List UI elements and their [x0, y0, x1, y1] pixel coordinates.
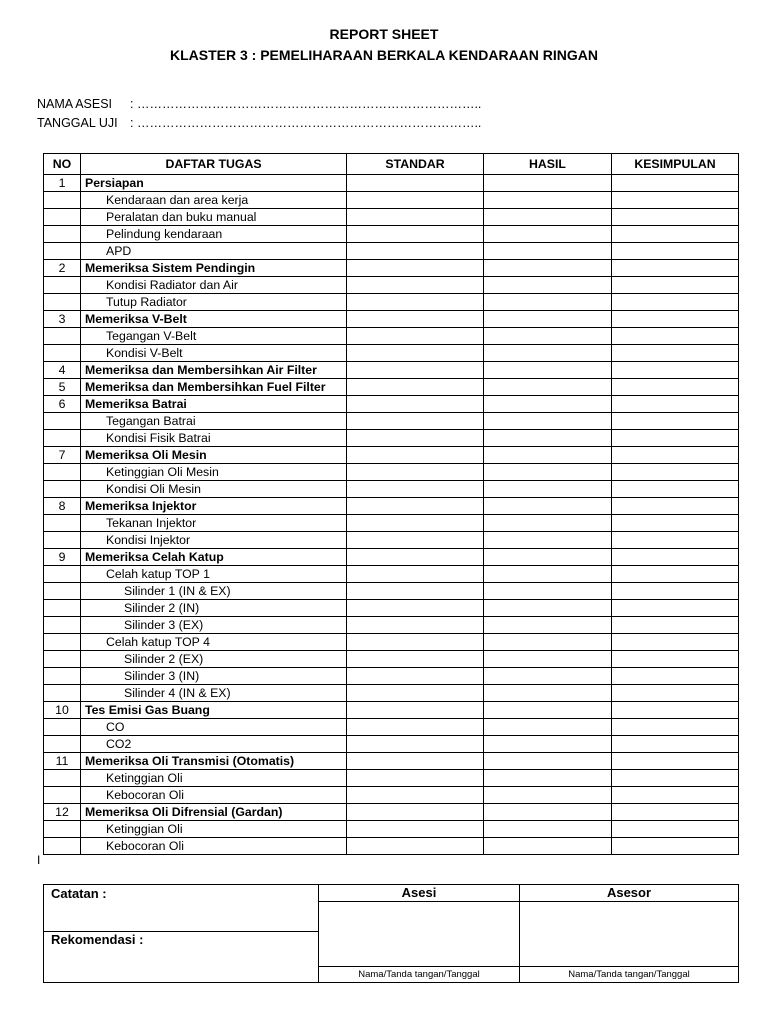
- asesi-note: Nama/Tanda tangan/Tanggal: [319, 966, 520, 982]
- row-kesimpulan[interactable]: [612, 345, 739, 362]
- row-standar[interactable]: [347, 498, 484, 515]
- table-row: [44, 770, 739, 787]
- row-no: [44, 192, 81, 209]
- row-no: [44, 634, 81, 651]
- table-row: [44, 192, 739, 209]
- row-standar[interactable]: [347, 447, 484, 464]
- row-standar[interactable]: [347, 668, 484, 685]
- row-kesimpulan[interactable]: [612, 753, 739, 770]
- table-row: [44, 702, 739, 719]
- row-task: Memeriksa Sistem Pendingin: [81, 260, 347, 277]
- row-kesimpulan[interactable]: [612, 685, 739, 702]
- row-kesimpulan[interactable]: [612, 736, 739, 753]
- row-standar[interactable]: [347, 685, 484, 702]
- row-standar[interactable]: [347, 345, 484, 362]
- row-no: [44, 345, 81, 362]
- row-kesimpulan[interactable]: [612, 651, 739, 668]
- row-standar[interactable]: [347, 226, 484, 243]
- row-standar[interactable]: [347, 175, 484, 192]
- row-kesimpulan[interactable]: [612, 192, 739, 209]
- row-kesimpulan[interactable]: [612, 277, 739, 294]
- row-kesimpulan[interactable]: [612, 362, 739, 379]
- row-standar[interactable]: [347, 362, 484, 379]
- row-hasil[interactable]: [484, 430, 612, 447]
- row-task: Tegangan V-Belt: [81, 328, 347, 345]
- row-standar[interactable]: [347, 770, 484, 787]
- row-hasil[interactable]: [484, 736, 612, 753]
- row-kesimpulan[interactable]: [612, 617, 739, 634]
- table-row: [44, 787, 739, 804]
- row-hasil[interactable]: [484, 617, 612, 634]
- report-title: REPORT SHEET: [329, 26, 439, 42]
- row-task: Kebocoran Oli: [81, 787, 347, 804]
- row-standar[interactable]: [347, 311, 484, 328]
- row-no: 8: [44, 498, 81, 515]
- row-no: [44, 243, 81, 260]
- row-task: Memeriksa Oli Difrensial (Gardan): [81, 804, 347, 821]
- row-task: Ketinggian Oli: [81, 770, 347, 787]
- row-kesimpulan[interactable]: [612, 430, 739, 447]
- row-hasil[interactable]: [484, 583, 612, 600]
- row-hasil[interactable]: [484, 532, 612, 549]
- row-standar[interactable]: [347, 838, 484, 855]
- row-hasil[interactable]: [484, 226, 612, 243]
- row-task: APD: [81, 243, 347, 260]
- table-row: [44, 481, 739, 498]
- row-no: 5: [44, 379, 81, 396]
- row-hasil[interactable]: [484, 498, 612, 515]
- row-no: 9: [44, 549, 81, 566]
- row-kesimpulan[interactable]: [612, 821, 739, 838]
- nama-asesi-field: [37, 97, 481, 111]
- row-kesimpulan[interactable]: [612, 209, 739, 226]
- row-standar[interactable]: [347, 413, 484, 430]
- table-row: [44, 566, 739, 583]
- row-kesimpulan[interactable]: [612, 311, 739, 328]
- row-no: [44, 532, 81, 549]
- stray-mark: I: [37, 853, 41, 867]
- table-row: [44, 634, 739, 651]
- row-hasil[interactable]: [484, 651, 612, 668]
- row-standar[interactable]: [347, 396, 484, 413]
- row-kesimpulan[interactable]: [612, 770, 739, 787]
- row-kesimpulan[interactable]: [612, 447, 739, 464]
- row-no: 2: [44, 260, 81, 277]
- row-no: 11: [44, 753, 81, 770]
- table-row: [44, 736, 739, 753]
- row-hasil[interactable]: [484, 328, 612, 345]
- row-hasil[interactable]: [484, 311, 612, 328]
- row-standar[interactable]: [347, 702, 484, 719]
- row-standar[interactable]: [347, 243, 484, 260]
- row-standar[interactable]: [347, 515, 484, 532]
- row-standar[interactable]: [347, 294, 484, 311]
- header-kesimpulan: KESIMPULAN: [612, 154, 739, 175]
- row-hasil[interactable]: [484, 243, 612, 260]
- row-task: Memeriksa Batrai: [81, 396, 347, 413]
- row-task: Kebocoran Oli: [81, 838, 347, 855]
- row-kesimpulan[interactable]: [612, 804, 739, 821]
- row-hasil[interactable]: [484, 396, 612, 413]
- row-no: [44, 328, 81, 345]
- row-task: Silinder 2 (EX): [81, 651, 347, 668]
- table-row: [44, 362, 739, 379]
- row-hasil[interactable]: [484, 668, 612, 685]
- row-task: Tes Emisi Gas Buang: [81, 702, 347, 719]
- row-task: Peralatan dan buku manual: [81, 209, 347, 226]
- row-kesimpulan[interactable]: [612, 481, 739, 498]
- table-row: [44, 549, 739, 566]
- row-kesimpulan[interactable]: [612, 328, 739, 345]
- row-hasil[interactable]: [484, 362, 612, 379]
- row-kesimpulan[interactable]: [612, 464, 739, 481]
- row-hasil[interactable]: [484, 719, 612, 736]
- table-row: [44, 175, 739, 192]
- row-task: Kondisi Oli Mesin: [81, 481, 347, 498]
- asesi-header: Asesi: [319, 885, 520, 902]
- table-row: [44, 532, 739, 549]
- row-task: Silinder 3 (EX): [81, 617, 347, 634]
- table-row: [44, 719, 739, 736]
- row-no: [44, 430, 81, 447]
- row-no: 3: [44, 311, 81, 328]
- row-hasil[interactable]: [484, 600, 612, 617]
- row-hasil[interactable]: [484, 753, 612, 770]
- row-hasil[interactable]: [484, 260, 612, 277]
- row-kesimpulan[interactable]: [612, 532, 739, 549]
- table-row: [44, 345, 739, 362]
- row-no: [44, 209, 81, 226]
- nama-asesi-label: NAMA ASESI: [37, 97, 113, 111]
- row-task: Celah katup TOP 4: [81, 634, 347, 651]
- row-kesimpulan[interactable]: [612, 498, 739, 515]
- row-kesimpulan[interactable]: [612, 379, 739, 396]
- row-no: [44, 736, 81, 753]
- tanggal-uji-field: [37, 116, 481, 130]
- row-standar[interactable]: [347, 804, 484, 821]
- header-no: NO: [44, 154, 81, 175]
- row-standar[interactable]: [347, 192, 484, 209]
- row-task: Tegangan Batrai: [81, 413, 347, 430]
- table-row: [44, 413, 739, 430]
- row-no: 10: [44, 702, 81, 719]
- row-task: Ketinggian Oli: [81, 821, 347, 838]
- table-row: [44, 804, 739, 821]
- row-no: [44, 685, 81, 702]
- row-kesimpulan[interactable]: [612, 600, 739, 617]
- row-hasil[interactable]: [484, 685, 612, 702]
- row-no: 7: [44, 447, 81, 464]
- row-no: [44, 413, 81, 430]
- table-row: [44, 260, 739, 277]
- task-table: [43, 153, 739, 855]
- row-task: Persiapan: [81, 175, 347, 192]
- nama-asesi-blank: : ………………………………………………………………………..: [130, 97, 482, 111]
- row-task: Memeriksa dan Membersihkan Air Filter: [81, 362, 347, 379]
- row-task: CO2: [81, 736, 347, 753]
- row-kesimpulan[interactable]: [612, 787, 739, 804]
- row-no: [44, 481, 81, 498]
- row-kesimpulan[interactable]: [612, 634, 739, 651]
- tanggal-uji-label: TANGGAL UJI: [37, 116, 118, 130]
- row-standar[interactable]: [347, 209, 484, 226]
- row-hasil[interactable]: [484, 192, 612, 209]
- notes-cell: [44, 885, 319, 983]
- row-hasil[interactable]: [484, 481, 612, 498]
- row-task: Memeriksa dan Membersihkan Fuel Filter: [81, 379, 347, 396]
- table-row: [44, 600, 739, 617]
- table-row: [44, 821, 739, 838]
- table-row: [44, 498, 739, 515]
- row-standar[interactable]: [347, 430, 484, 447]
- row-no: [44, 515, 81, 532]
- row-kesimpulan[interactable]: [612, 668, 739, 685]
- row-kesimpulan[interactable]: [612, 175, 739, 192]
- header-standar: STANDAR: [347, 154, 484, 175]
- row-kesimpulan[interactable]: [612, 515, 739, 532]
- table-row: [44, 294, 739, 311]
- row-hasil[interactable]: [484, 464, 612, 481]
- row-standar[interactable]: [347, 634, 484, 651]
- row-standar[interactable]: [347, 787, 484, 804]
- row-hasil[interactable]: [484, 413, 612, 430]
- header-daftar-tugas: DAFTAR TUGAS: [81, 154, 347, 175]
- row-hasil[interactable]: [484, 175, 612, 192]
- row-hasil[interactable]: [484, 821, 612, 838]
- row-hasil[interactable]: [484, 787, 612, 804]
- row-kesimpulan[interactable]: [612, 702, 739, 719]
- table-row: [44, 328, 739, 345]
- row-task: Tutup Radiator: [81, 294, 347, 311]
- row-task: Ketinggian Oli Mesin: [81, 464, 347, 481]
- row-standar[interactable]: [347, 549, 484, 566]
- table-row: [44, 617, 739, 634]
- row-no: [44, 464, 81, 481]
- row-no: [44, 668, 81, 685]
- row-kesimpulan[interactable]: [612, 243, 739, 260]
- row-no: [44, 838, 81, 855]
- table-row: [44, 396, 739, 413]
- row-hasil[interactable]: [484, 566, 612, 583]
- row-task: Kondisi V-Belt: [81, 345, 347, 362]
- row-hasil[interactable]: [484, 770, 612, 787]
- row-standar[interactable]: [347, 821, 484, 838]
- row-no: [44, 821, 81, 838]
- row-hasil[interactable]: [484, 549, 612, 566]
- row-standar[interactable]: [347, 328, 484, 345]
- table-row: [44, 753, 739, 770]
- row-no: [44, 277, 81, 294]
- row-no: [44, 770, 81, 787]
- row-standar[interactable]: [347, 583, 484, 600]
- row-task: Kondisi Fisik Batrai: [81, 430, 347, 447]
- row-task: Celah katup TOP 1: [81, 566, 347, 583]
- row-task: CO: [81, 719, 347, 736]
- row-standar[interactable]: [347, 719, 484, 736]
- table-row: [44, 209, 739, 226]
- table-row: [44, 668, 739, 685]
- row-standar[interactable]: [347, 651, 484, 668]
- row-task: Silinder 1 (IN & EX): [81, 583, 347, 600]
- table-row: [44, 311, 739, 328]
- row-no: 6: [44, 396, 81, 413]
- table-header-row: [44, 154, 739, 175]
- row-no: [44, 226, 81, 243]
- row-kesimpulan[interactable]: [612, 566, 739, 583]
- row-task: Memeriksa Celah Katup: [81, 549, 347, 566]
- row-no: [44, 651, 81, 668]
- row-standar[interactable]: [347, 277, 484, 294]
- table-row: [44, 226, 739, 243]
- row-task: Kondisi Injektor: [81, 532, 347, 549]
- rekomendasi-label: Rekomendasi :: [51, 932, 144, 947]
- row-task: Silinder 2 (IN): [81, 600, 347, 617]
- row-no: [44, 566, 81, 583]
- row-standar[interactable]: [347, 481, 484, 498]
- report-subtitle: KLASTER 3 : PEMELIHARAAN BERKALA KENDARAAN RINGAN: [169, 47, 599, 63]
- asesor-note: Nama/Tanda tangan/Tanggal: [520, 966, 739, 982]
- table-row: [44, 651, 739, 668]
- row-task: Pelindung kendaraan: [81, 226, 347, 243]
- catatan-label: Catatan :: [51, 886, 107, 901]
- header-hasil: HASIL: [484, 154, 612, 175]
- asesor-header: Asesor: [520, 885, 739, 902]
- row-hasil[interactable]: [484, 447, 612, 464]
- table-row: [44, 838, 739, 855]
- task-table-body: [44, 175, 739, 855]
- table-row: [44, 379, 739, 396]
- row-task: Memeriksa Injektor: [81, 498, 347, 515]
- table-row: [44, 430, 739, 447]
- row-kesimpulan[interactable]: [612, 549, 739, 566]
- row-standar[interactable]: [347, 260, 484, 277]
- row-task: Tekanan Injektor: [81, 515, 347, 532]
- row-kesimpulan[interactable]: [612, 226, 739, 243]
- row-no: [44, 600, 81, 617]
- row-hasil[interactable]: [484, 634, 612, 651]
- table-row: [44, 685, 739, 702]
- row-no: [44, 719, 81, 736]
- row-kesimpulan[interactable]: [612, 583, 739, 600]
- table-row: [44, 583, 739, 600]
- row-standar[interactable]: [347, 566, 484, 583]
- row-no: 12: [44, 804, 81, 821]
- row-task: Memeriksa V-Belt: [81, 311, 347, 328]
- asesi-signature-area[interactable]: [319, 902, 520, 966]
- row-hasil[interactable]: [484, 277, 612, 294]
- row-task: Silinder 3 (IN): [81, 668, 347, 685]
- row-hasil[interactable]: [484, 294, 612, 311]
- row-hasil[interactable]: [484, 379, 612, 396]
- row-no: 1: [44, 175, 81, 192]
- row-no: [44, 583, 81, 600]
- row-standar[interactable]: [347, 379, 484, 396]
- row-standar[interactable]: [347, 464, 484, 481]
- row-standar[interactable]: [347, 617, 484, 634]
- row-standar[interactable]: [347, 600, 484, 617]
- row-standar[interactable]: [347, 532, 484, 549]
- tanggal-uji-blank: : ………………………………………………………………………..: [130, 116, 482, 130]
- row-kesimpulan[interactable]: [612, 294, 739, 311]
- signature-table: [43, 884, 739, 983]
- row-no: [44, 787, 81, 804]
- row-hasil[interactable]: [484, 838, 612, 855]
- row-task: Kondisi Radiator dan Air: [81, 277, 347, 294]
- row-no: [44, 294, 81, 311]
- row-task: Memeriksa Oli Transmisi (Otomatis): [81, 753, 347, 770]
- table-row: [44, 243, 739, 260]
- row-hasil[interactable]: [484, 804, 612, 821]
- table-row: [44, 515, 739, 532]
- row-task: Silinder 4 (IN & EX): [81, 685, 347, 702]
- row-hasil[interactable]: [484, 702, 612, 719]
- row-hasil[interactable]: [484, 345, 612, 362]
- row-no: [44, 617, 81, 634]
- row-kesimpulan[interactable]: [612, 260, 739, 277]
- row-hasil[interactable]: [484, 209, 612, 226]
- row-kesimpulan[interactable]: [612, 719, 739, 736]
- table-row: [44, 447, 739, 464]
- asesor-signature-area[interactable]: [520, 902, 739, 966]
- row-hasil[interactable]: [484, 515, 612, 532]
- row-kesimpulan[interactable]: [612, 396, 739, 413]
- row-kesimpulan[interactable]: [612, 838, 739, 855]
- table-row: [44, 277, 739, 294]
- row-no: 4: [44, 362, 81, 379]
- row-task: Kendaraan dan area kerja: [81, 192, 347, 209]
- row-standar[interactable]: [347, 753, 484, 770]
- row-standar[interactable]: [347, 736, 484, 753]
- row-kesimpulan[interactable]: [612, 413, 739, 430]
- table-row: [44, 464, 739, 481]
- row-task: Memeriksa Oli Mesin: [81, 447, 347, 464]
